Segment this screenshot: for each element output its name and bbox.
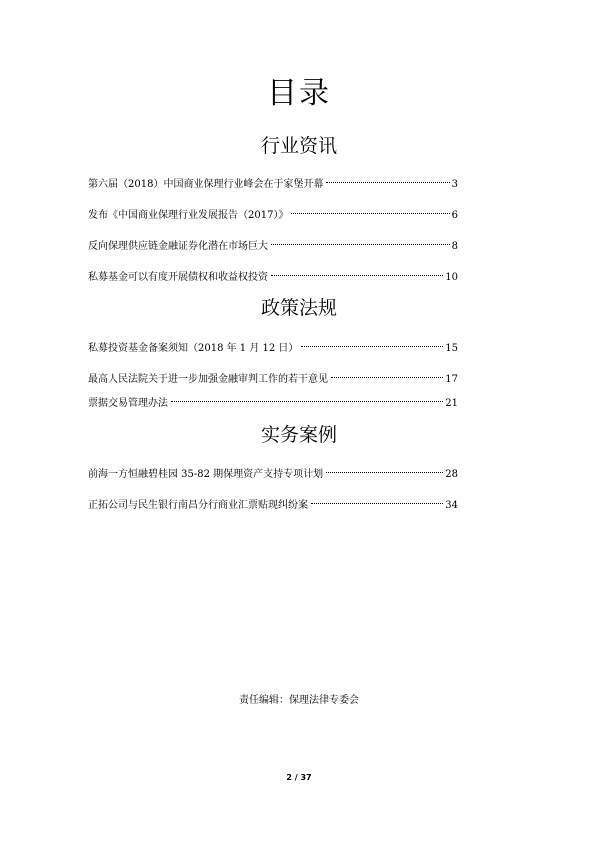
toc-entry[interactable] <box>88 366 458 385</box>
toc-entry[interactable] <box>88 492 458 511</box>
toc-entry[interactable] <box>88 202 458 221</box>
toc-leader <box>291 202 449 218</box>
section-heading-policy-regulations: 政策法规 <box>260 297 337 319</box>
toc-entry-page: 6 <box>451 210 458 221</box>
toc-entry[interactable] <box>88 461 458 480</box>
toc-entry-title: 私募基金可以有度开展债权和收益权投资 <box>88 272 268 283</box>
toc-leader <box>311 492 443 508</box>
toc-entry-page: 17 <box>445 374 458 385</box>
section-heading-practice-cases: 实务案例 <box>260 424 337 446</box>
toc-entry[interactable] <box>88 335 458 354</box>
toc-leader <box>326 171 449 187</box>
toc-leader <box>271 264 443 280</box>
toc-entry-page: 3 <box>451 179 458 190</box>
toc-entry[interactable] <box>88 233 458 252</box>
toc-leader <box>301 335 443 351</box>
toc-entry[interactable] <box>88 264 458 283</box>
page-title: 目录 <box>267 76 331 111</box>
toc-entry-page: 15 <box>445 343 458 354</box>
toc-entry-title: 票据交易管理办法 <box>88 398 168 409</box>
toc-leader <box>171 390 443 406</box>
toc-entry[interactable] <box>88 171 458 190</box>
toc-entry-title: 前海一方恒融碧桂园 35-82 期保理资产支持专项计划 <box>88 469 324 480</box>
toc-entry[interactable] <box>88 390 458 409</box>
toc-entry-page: 28 <box>445 469 458 480</box>
toc-entry-title: 正拓公司与民生银行南昌分行商业汇票贴现纠纷案 <box>88 500 308 511</box>
section-heading-industry-news: 行业资讯 <box>260 135 337 157</box>
toc-entry-title: 私募投资基金备案须知（2018 年 1 月 12 日） <box>88 343 299 354</box>
toc-entry-title: 反向保理供应链金融证券化潜在市场巨大 <box>88 241 268 252</box>
editor-credit: 责任编辑：保理法律专委会 <box>239 695 359 706</box>
page-number: 2 / 37 <box>286 773 312 782</box>
toc-entry-page: 34 <box>445 500 458 511</box>
toc-entry-page: 8 <box>451 241 458 252</box>
toc-entry-title: 最高人民法院关于进一步加强金融审判工作的若干意见 <box>88 374 328 385</box>
toc-entry-title: 第六届（2018）中国商业保理行业峰会在于家堡开幕 <box>88 179 324 190</box>
toc-entry-page: 10 <box>445 272 458 283</box>
toc-leader <box>331 366 443 382</box>
toc-entry-title: 发布《中国商业保理行业发展报告（2017）》 <box>88 210 289 221</box>
toc-leader <box>271 233 450 249</box>
toc-entry-page: 21 <box>445 398 458 409</box>
toc-leader <box>326 461 443 477</box>
